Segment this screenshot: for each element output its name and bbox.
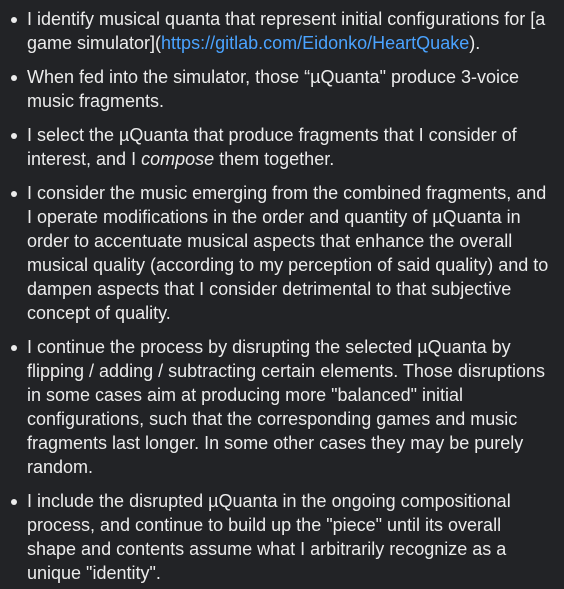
bullet-dot-icon: [11, 17, 17, 23]
bullet-list: [0, 7, 554, 585]
gitlab-link[interactable]: https://gitlab.com/Eidonko/HeartQuake: [161, 33, 470, 53]
item-text: I include the disrupted µQuanta in the ongoing compositional process, and continue to build up the "piece" until its overall shape and contents assume what I arbitrarily recognize as a unique "identity".: [27, 491, 511, 583]
list-item: [0, 123, 554, 171]
bullet-dot-icon: [11, 345, 17, 351]
list-item: [0, 489, 554, 585]
bullet-dot-icon: [11, 499, 17, 505]
bullet-dot-icon: [11, 191, 17, 197]
list-item: [0, 335, 554, 479]
bullet-dot-icon: [11, 75, 17, 81]
item-text-prefix: I identify musical quanta that represent initial configurations for [a game simulator](: [27, 9, 546, 53]
item-text: I continue the process by disrupting the selected µQuanta by flipping / adding / subtracting certain elements. Those disruptions in some cases aim at producing more "balanced" initial configurations, such that the corresponding games and music fragments last longer. In some other cases they may be purely random.: [27, 337, 545, 477]
item-text: I consider the music emerging from the combined fragments, and I operate modifications in the order and quantity of µQuanta in order to accentuate musical aspects that enhance the overall musical quality (according to my perception of said quality) and to dampen aspects that I consider detrimental to that subjective concept of quality.: [27, 183, 549, 323]
list-item: [0, 65, 554, 113]
item-text-suffix: ).: [469, 33, 481, 53]
item-text-prefix: I select the µQuanta that produce fragments that I consider of interest, and I: [27, 125, 517, 169]
item-text: When fed into the simulator, those “µQuanta" produce 3-voice music fragments.: [27, 67, 520, 111]
list-item: [0, 181, 554, 325]
list-item: [0, 7, 554, 55]
bullet-dot-icon: [11, 133, 17, 139]
item-text-suffix: them together.: [214, 149, 335, 169]
item-emphasis: compose: [141, 149, 215, 169]
